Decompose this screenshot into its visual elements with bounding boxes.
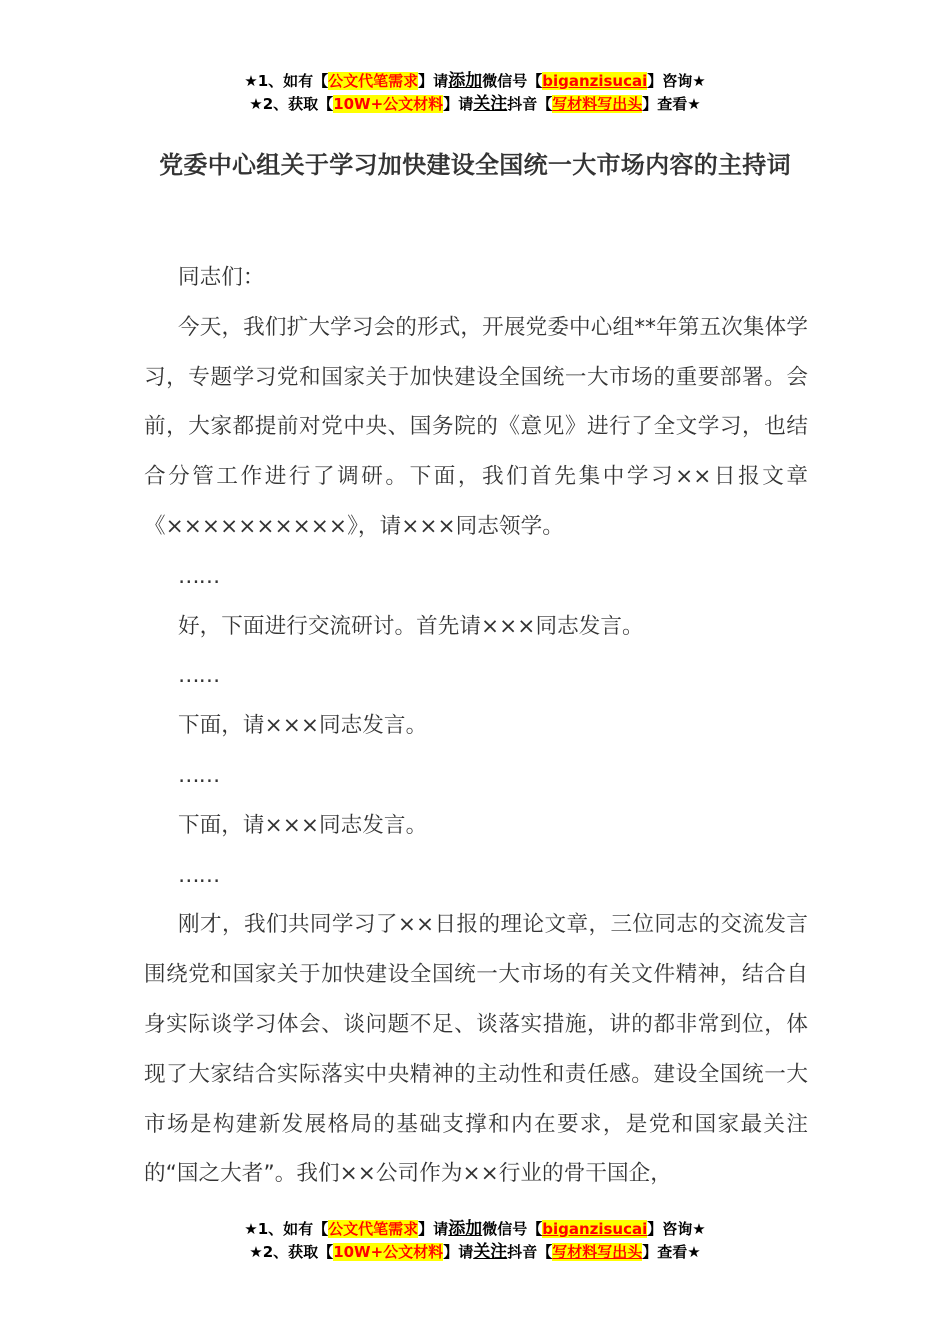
paragraph: 好，下面进行交流研讨。首先请×××同志发言。 xyxy=(178,613,644,639)
promo-text: ★2、获取【 xyxy=(249,1243,334,1261)
promo-text: 微信号【 xyxy=(482,72,543,90)
promo-text: 】请 xyxy=(418,72,449,90)
promo-highlight: 公文代笔需求 xyxy=(328,72,419,90)
promo-text: 】咨询★ xyxy=(647,1220,706,1238)
promo-wechat-id: biganzisucai xyxy=(542,1220,648,1238)
ellipsis: …… xyxy=(178,862,220,888)
promo-text: 】请 xyxy=(418,1220,449,1238)
promo-douyin-id: 写材料写出头 xyxy=(552,95,643,113)
promo-text: 】查看★ xyxy=(642,1243,701,1261)
promo-text: 抖音【 xyxy=(507,95,553,113)
ellipsis: …… xyxy=(178,663,220,689)
promo-text: ★2、获取【 xyxy=(249,95,334,113)
promo-emphasis: 添加 xyxy=(448,71,483,91)
promo-emphasis: 添加 xyxy=(448,1219,483,1239)
promo-banner-top xyxy=(0,70,950,116)
promo-line-2 xyxy=(0,93,950,116)
promo-emphasis: 关注 xyxy=(473,1242,508,1262)
promo-line-1 xyxy=(0,70,950,93)
promo-text: 】咨询★ xyxy=(647,72,706,90)
promo-wechat-id: biganzisucai xyxy=(542,72,648,90)
ellipsis: …… xyxy=(178,762,220,788)
document-title: 党委中心组关于学习加快建设全国统一大市场内容的主持词 xyxy=(159,151,791,179)
promo-text: 】请 xyxy=(443,1243,474,1261)
promo-text: ★1、如有【 xyxy=(244,1220,329,1238)
promo-douyin-id: 写材料写出头 xyxy=(552,1243,643,1261)
promo-highlight: 10W+公文材料 xyxy=(333,1243,444,1261)
document-body xyxy=(144,253,808,1199)
paragraph: 下面，请×××同志发言。 xyxy=(178,812,428,838)
salutation: 同志们： xyxy=(178,265,265,290)
paragraph: 今天，我们扩大学习会的形式，开展党委中心组**年第五次集体学习，专题学习党和国家关于加快建设全国统一大市场的重要部署。会前，大家都提前对党中央、国务院的《意见》进行了全文学习，也结合分管工作进行了调研。下面，我们首先集中学习××日报文章《××××××××××》，请×××同志领学。 xyxy=(144,314,808,539)
paragraph: 下面，请×××同志发言。 xyxy=(178,713,428,739)
promo-text: ★1、如有【 xyxy=(244,72,329,90)
promo-text: 】请 xyxy=(443,95,474,113)
paragraph: 刚才，我们共同学习了××日报的理论文章，三位同志的交流发言围绕党和国家关于加快建设全国统一大市场的有关文件精神，结合自身实际谈学习体会、谈问题不足、谈落实措施，讲的都非常到位，体现了大家结合实际落实中央精神的主动性和责任感。建设全国统一大市场是构建新发展格局的基础支撑和内在要求，是党和国家最关注的“国之大者”。我们××公司作为××行业的骨干国企， xyxy=(144,912,808,1187)
promo-text: 微信号【 xyxy=(482,1220,543,1238)
promo-highlight: 10W+公文材料 xyxy=(333,95,444,113)
promo-line-2 xyxy=(0,1241,950,1264)
promo-highlight: 公文代笔需求 xyxy=(328,1220,419,1238)
promo-banner-bottom xyxy=(0,1218,950,1264)
promo-emphasis: 关注 xyxy=(473,94,508,114)
ellipsis: …… xyxy=(178,563,220,589)
promo-text: 】查看★ xyxy=(642,95,701,113)
promo-line-1 xyxy=(0,1218,950,1241)
promo-text: 抖音【 xyxy=(507,1243,553,1261)
